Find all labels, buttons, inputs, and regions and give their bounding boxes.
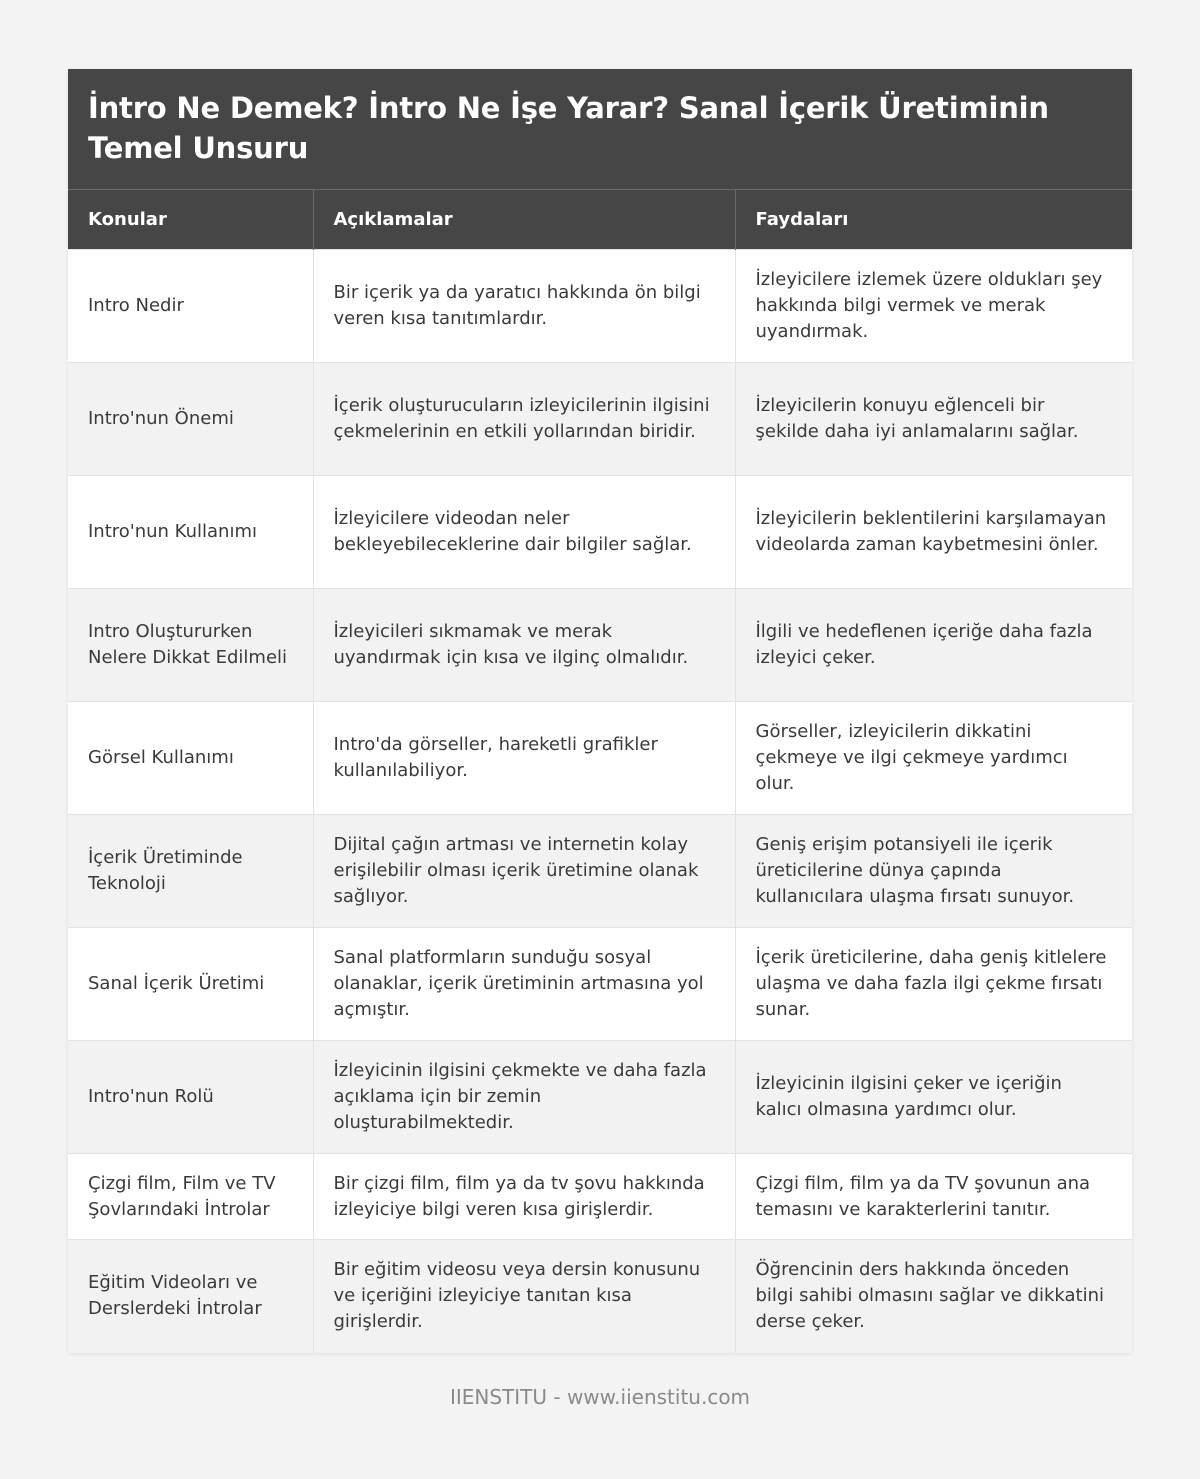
table-card [68, 69, 1132, 1353]
footer-credit: IIENSTITU - www.iienstitu.com [449, 1385, 751, 1409]
page-title: İntro Ne Demek? İntro Ne İşe Yarar? Sanal İçerik Üretiminin Temel Unsuru [68, 69, 1132, 189]
table-row [68, 1154, 1132, 1240]
cell-description: Dijital çağın artması ve internetin kolay erişilebilir olması içerik üretimine olanak sağlıyor. [313, 815, 735, 928]
cell-topic: Intro'nun Rolü [68, 1041, 313, 1154]
cell-description: İzleyicinin ilgisini çekmekte ve daha fazla açıklama için bir zemin oluşturabilmektedir. [313, 1041, 735, 1154]
cell-description: Intro'da görseller, hareketli grafikler kullanılabiliyor. [313, 702, 735, 815]
table-row [68, 589, 1132, 702]
cell-benefit: Geniş erişim potansiyeli ile içerik üreticilerine dünya çapında kullanıcılara ulaşma fırsatı sunuyor. [735, 815, 1132, 928]
cell-benefit: İzleyicilere izlemek üzere oldukları şey hakkında bilgi vermek ve merak uyandırmak. [735, 250, 1132, 363]
cell-description: İzleyicilere videodan neler bekleyebileceklerine dair bilgiler sağlar. [313, 476, 735, 589]
cell-description: Bir çizgi film, film ya da tv şovu hakkında izleyiciye bilgi veren kısa girişlerdir. [313, 1154, 735, 1240]
cell-topic: İçerik Üretiminde Teknoloji [68, 815, 313, 928]
table-header-row [68, 190, 1132, 250]
cell-description: Bir eğitim videosu veya dersin konusunu ve içeriğini izleyiciye tanıtan kısa girişlerdir. [313, 1240, 735, 1353]
cell-benefit: İzleyicinin ilgisini çeker ve içeriğin kalıcı olmasına yardımcı olur. [735, 1041, 1132, 1154]
cell-benefit: Öğrencinin ders hakkında önceden bilgi sahibi olmasını sağlar ve dikkatini derse çeker. [735, 1240, 1132, 1353]
table-row [68, 702, 1132, 815]
data-table [68, 189, 1132, 1353]
cell-description: Sanal platformların sunduğu sosyal olanaklar, içerik üretiminin artmasına yol açmıştır. [313, 928, 735, 1041]
cell-benefit: İzleyicilerin konuyu eğlenceli bir şekilde daha iyi anlamalarını sağlar. [735, 363, 1132, 476]
table-row [68, 476, 1132, 589]
cell-benefit: İçerik üreticilerine, daha geniş kitlelere ulaşma ve daha fazla ilgi çekme fırsatı sunar. [735, 928, 1132, 1041]
column-header-konular: Konular [68, 190, 313, 250]
cell-description: Bir içerik ya da yaratıcı hakkında ön bilgi veren kısa tanıtımlardır. [313, 250, 735, 363]
cell-benefit: İlgili ve hedeflenen içeriğe daha fazla izleyici çeker. [735, 589, 1132, 702]
cell-benefit: Görseller, izleyicilerin dikkatini çekmeye ve ilgi çekmeye yardımcı olur. [735, 702, 1132, 815]
cell-topic: Intro'nun Kullanımı [68, 476, 313, 589]
table-row [68, 1240, 1132, 1353]
table-row [68, 363, 1132, 476]
cell-topic: Intro Oluştururken Nelere Dikkat Edilmeli [68, 589, 313, 702]
cell-benefit: Çizgi film, film ya da TV şovunun ana temasını ve karakterlerini tanıtır. [735, 1154, 1132, 1240]
column-header-faydalari: Faydaları [735, 190, 1132, 250]
table-row [68, 1041, 1132, 1154]
cell-benefit: İzleyicilerin beklentilerini karşılamayan videolarda zaman kaybetmesini önler. [735, 476, 1132, 589]
cell-topic: Intro Nedir [68, 250, 313, 363]
cell-topic: Intro'nun Önemi [68, 363, 313, 476]
table-row [68, 928, 1132, 1041]
table-row [68, 250, 1132, 363]
cell-description: İçerik oluşturucuların izleyicilerinin ilgisini çekmelerinin en etkili yollarından biridir. [313, 363, 735, 476]
column-header-aciklamalar: Açıklamalar [313, 190, 735, 250]
table-row [68, 815, 1132, 928]
cell-topic: Sanal İçerik Üretimi [68, 928, 313, 1041]
cell-topic: Görsel Kullanımı [68, 702, 313, 815]
cell-topic: Eğitim Videoları ve Derslerdeki İntrolar [68, 1240, 313, 1353]
cell-topic: Çizgi film, Film ve TV Şovlarındaki İntrolar [68, 1154, 313, 1240]
cell-description: İzleyicileri sıkmamak ve merak uyandırmak için kısa ve ilginç olmalıdır. [313, 589, 735, 702]
